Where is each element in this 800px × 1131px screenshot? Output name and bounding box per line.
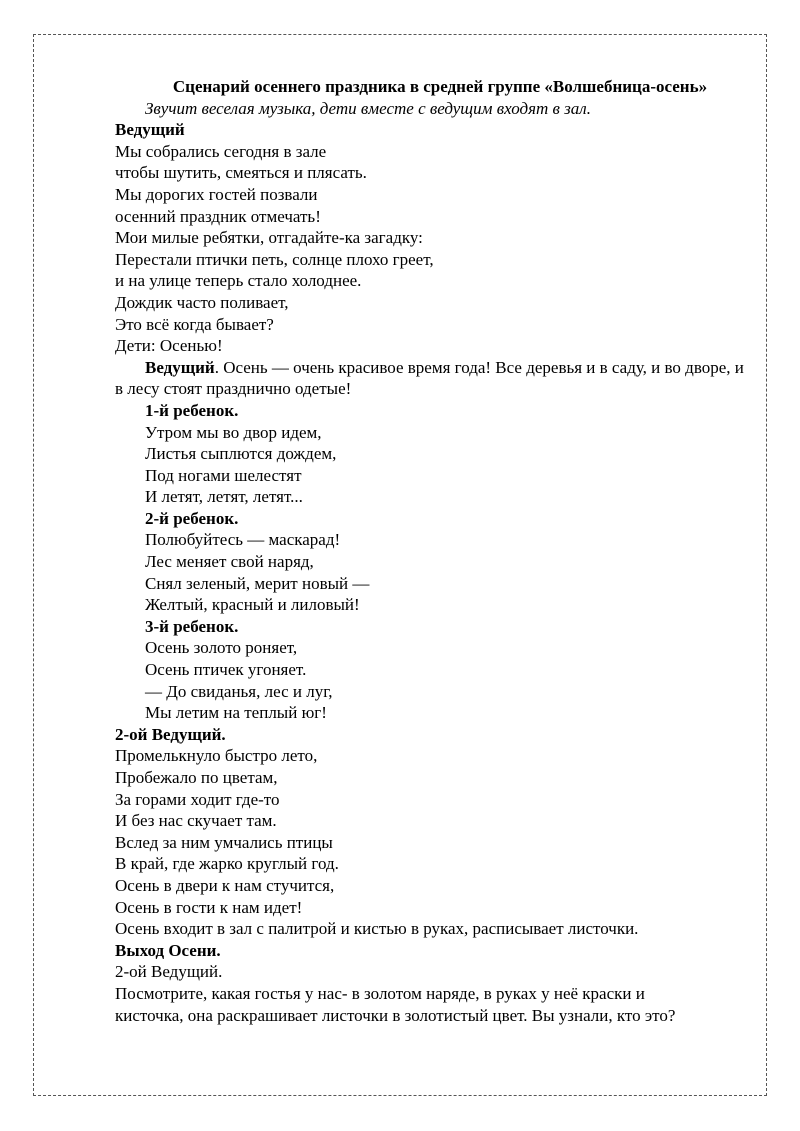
children-answer: Дети: Осенью! [115, 336, 223, 356]
verse-line: Дождик часто поливает, [115, 292, 289, 312]
verse-line: И без нас скучает там. [115, 811, 277, 831]
verse-line: Мы собрались сегодня в зале [115, 141, 327, 161]
verse-line: — До свиданья, лес и луг, [145, 681, 333, 701]
verse-line: Мы дорогих гостей позвали [115, 184, 318, 204]
stage-direction: Звучит веселая музыка, дети вместе с ведущим входят в зал. [145, 98, 591, 118]
verse-line: Пробежало по цветам, [115, 768, 278, 787]
verse-line: Утром мы во двор идем, [145, 422, 322, 442]
verse-line: Листья сыплются дождем, [145, 444, 337, 464]
closing-line: Посмотрите, какая гостья у нас- в золотом наряде, в руках у неё краски и [115, 983, 645, 1003]
verse-line: И летят, летят, летят... [145, 487, 303, 507]
speaker-label: Ведущий [145, 357, 215, 377]
child-3-label: 3-й ребенок. [145, 616, 239, 636]
host-speech-text: . Осень — очень красивое время года! Все деревья и в саду, и во дворе, и в лесу стоят празднично одетые! [115, 357, 744, 399]
verse-line: Это всё когда бывает? [115, 314, 274, 334]
document-title: Сценарий осеннего праздника в средней группе «Волшебница-осень» [172, 77, 708, 96]
verse-line: Перестали птички петь, солнце плохо греет, [115, 249, 434, 269]
verse-line: Лес меняет свой наряд, [145, 552, 314, 572]
verse-block-1 [115, 141, 755, 335]
speaker-label: 2-ой Ведущий. [115, 724, 226, 744]
closing-line: кисточка, она раскрашивает листочки в золотистый цвет. Вы узнали, кто это? [115, 1005, 676, 1025]
verse-line: и на улице теперь стало холоднее. [115, 271, 362, 291]
verse-line: В край, где жарко круглый год. [115, 854, 339, 874]
verse-line: Осень в гости к нам идет! [115, 897, 303, 917]
verse-line: Под ногами шелестят [145, 465, 302, 485]
verse-line: Осень золото роняет, [145, 638, 298, 658]
verse-line: Осень птичек угоняет. [145, 660, 307, 680]
verse-line: осенний праздник отмечать! [115, 206, 321, 226]
verse-line: Желтый, красный и лиловый! [145, 595, 360, 615]
entrance-heading: Выход Осени. [115, 940, 221, 960]
verse-line: Полюбуйтесь — маскарад! [145, 530, 341, 550]
speaker-label: Ведущий [115, 120, 185, 140]
verse-line: Промелькнуло быстро лето, [115, 746, 318, 766]
verse-line: За горами ходит где-то [115, 789, 280, 809]
verse-line: Осень в двери к нам стучится, [115, 875, 335, 895]
verse-line: Мои милые ребятки, отгадайте-ка загадку: [115, 228, 423, 248]
speaker-label: 2-ой Ведущий. [115, 962, 223, 982]
verse-line: Снял зеленый, мерит новый — [145, 573, 370, 593]
stage-direction: Осень входит в зал с палитрой и кистью в руках, расписывает листочки. [115, 919, 639, 939]
verse-line: Мы летим на теплый юг! [145, 703, 327, 723]
verse-line: чтобы шутить, смеяться и плясать. [115, 163, 367, 183]
verse-line: Вслед за ним умчались птицы [115, 832, 333, 852]
child-2-label: 2-й ребенок. [145, 508, 239, 528]
host-speech-paragraph [115, 357, 755, 400]
document-page [115, 76, 755, 1026]
child-1-label: 1-й ребенок. [145, 400, 239, 420]
